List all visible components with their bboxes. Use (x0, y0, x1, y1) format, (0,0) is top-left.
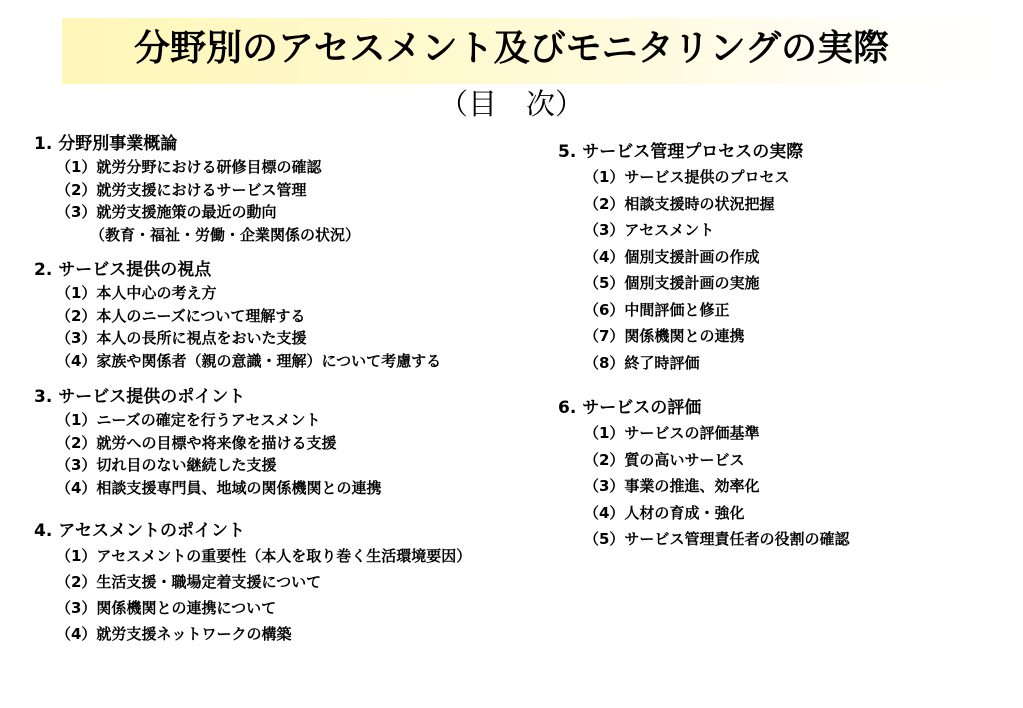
toc-item: （4）就労支援ネットワークの構築 (56, 625, 292, 643)
toc-item: （3）事業の推進、効率化 (584, 477, 760, 495)
toc-item: （1）本人中心の考え方 (56, 284, 217, 302)
toc-item: （1）アセスメントの重要性（本人を取り巻く生活環境要因） (56, 547, 472, 565)
toc-item: （5）サービス管理責任者の役割の確認 (584, 530, 850, 548)
toc-section-4 (34, 519, 524, 647)
toc-item: （6）中間評価と修正 (584, 300, 730, 319)
toc-item: （2）相談支援時の状況把握 (584, 194, 775, 213)
section-heading: 4. アセスメントのポイント (34, 521, 246, 541)
toc-item: （5）個別支援計画の実施 (584, 274, 760, 292)
toc-sub-item: （教育・福祉・労働・企業関係の状況） (90, 225, 361, 244)
toc-item: （7）関係機関との連携 (584, 327, 745, 345)
section-heading: 3. サービス提供のポイント (34, 387, 246, 407)
toc-section-6 (558, 396, 998, 553)
section-heading: 2. サービス提供の視点 (34, 260, 212, 280)
section-heading: 6. サービスの評価 (558, 398, 702, 418)
toc-right-column (558, 140, 998, 553)
section-heading: 1. 分野別事業概論 (34, 134, 178, 154)
toc-item: （3）本人の長所に視点をおいた支援 (56, 329, 307, 347)
toc-item: （4）個別支援計画の作成 (584, 247, 760, 266)
toc-item: （2）就労支援におけるサービス管理 (56, 180, 307, 199)
toc-section-2 (34, 258, 524, 372)
toc-item: （1）サービスの評価基準 (584, 424, 760, 442)
toc-item: （2）生活支援・職場定着支援について (56, 573, 322, 591)
toc-item: （8）終了時評価 (584, 353, 700, 372)
toc-item: （2）就労への目標や将来像を描ける支援 (56, 433, 337, 452)
toc-item: （1）サービス提供のプロセス (584, 168, 790, 186)
toc-item: （1）就労分野における研修目標の確認 (56, 158, 322, 176)
toc-item: （4）家族や関係者（親の意識・理解）について考慮する (56, 351, 442, 370)
toc-left-column (34, 132, 524, 647)
toc-item: （2）本人のニーズについて理解する (56, 306, 306, 325)
toc-section-5 (558, 140, 998, 376)
toc-section-3 (34, 385, 524, 499)
toc-item: （4）人材の育成・強化 (584, 503, 745, 522)
toc-item: （3）切れ目のない継続した支援 (56, 456, 277, 474)
section-heading: 5. サービス管理プロセスの実際 (558, 142, 804, 162)
toc-item: （2）質の高いサービス (584, 450, 745, 469)
toc-item: （3）就労支援施策の最近の動向 (56, 203, 277, 221)
page-subtitle: （目 次） (438, 87, 584, 121)
toc-item: （1）ニーズの確定を行うアセスメント (56, 411, 321, 429)
toc-item: （3）アセスメント (584, 221, 715, 239)
toc-section-1 (34, 132, 524, 246)
page-title: 分野別のアセスメント及びモニタリングの実際 (134, 28, 889, 69)
toc-item: （4）相談支援専門員、地域の関係機関との連携 (56, 478, 382, 497)
toc-item: （3）関係機関との連携について (56, 599, 277, 617)
